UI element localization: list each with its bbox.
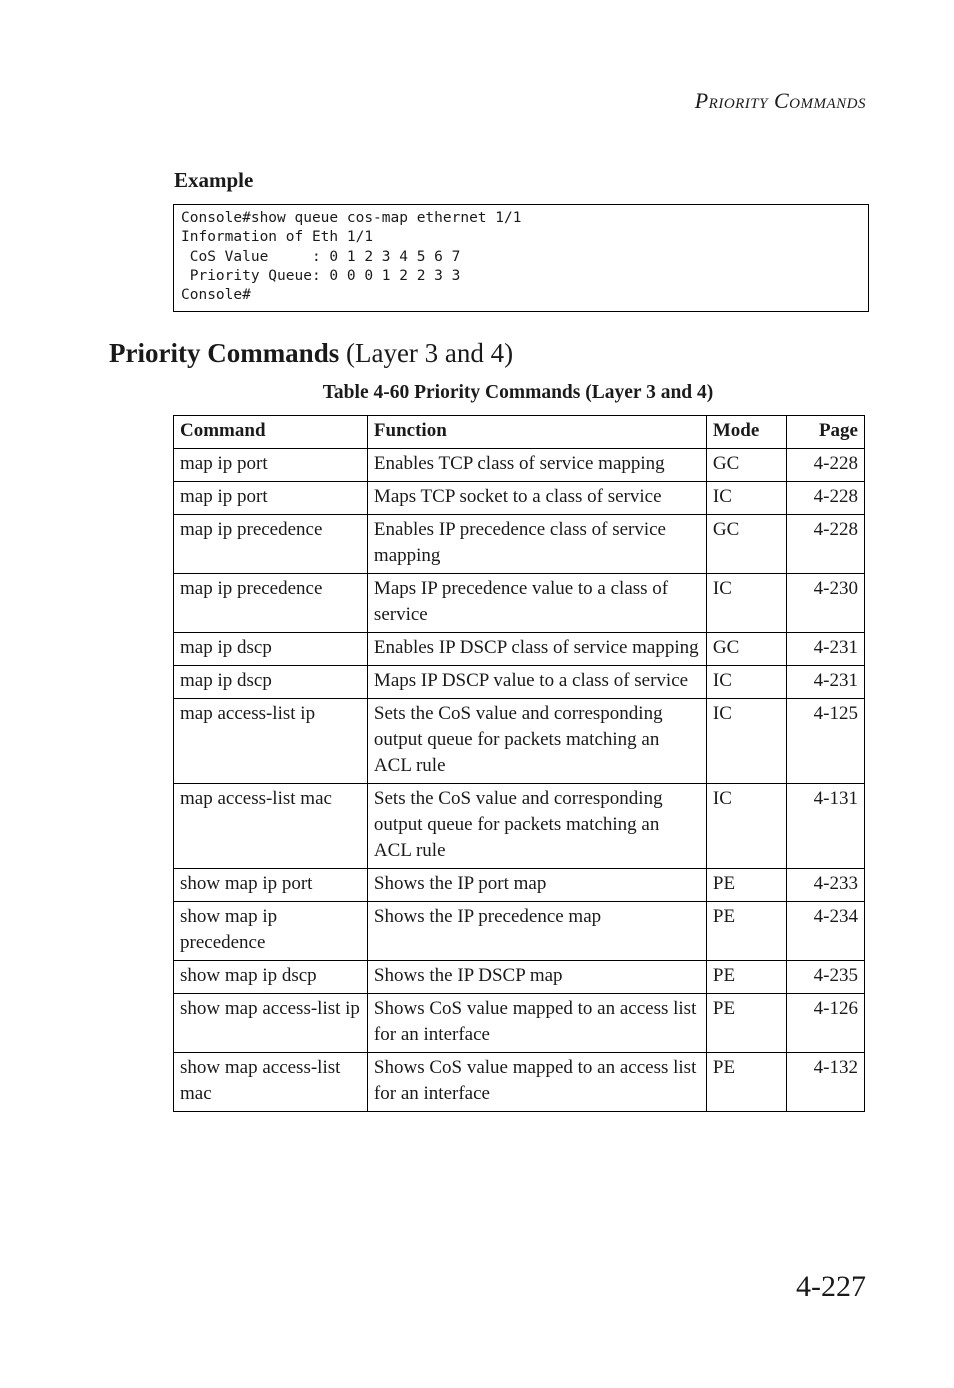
cell-function: Maps IP DSCP value to a class of service [367, 666, 706, 699]
cell-page: 4-132 [786, 1053, 864, 1112]
table-row [174, 902, 865, 961]
cell-page: 4-228 [786, 515, 864, 574]
cell-command: show map access-list mac [174, 1053, 368, 1112]
cell-page: 4-125 [786, 699, 864, 784]
table-row [174, 633, 865, 666]
cell-mode: GC [706, 515, 786, 574]
cell-mode: PE [706, 961, 786, 994]
header-command: Command [174, 416, 368, 449]
cell-function: Maps TCP socket to a class of service [367, 482, 706, 515]
cell-page: 4-228 [786, 482, 864, 515]
cell-page: 4-126 [786, 994, 864, 1053]
cell-page: 4-234 [786, 902, 864, 961]
cell-command: map ip port [174, 482, 368, 515]
cell-function: Enables TCP class of service mapping [367, 449, 706, 482]
cell-function: Shows the IP precedence map [367, 902, 706, 961]
cell-command: show map ip port [174, 869, 368, 902]
code-line: Console#show queue cos-map ethernet 1/1 [181, 210, 522, 226]
code-line: Priority Queue: 0 0 0 1 2 2 3 3 [181, 267, 461, 284]
section-title-bold: Priority Commands [109, 338, 340, 368]
table-row [174, 869, 865, 902]
cell-page: 4-131 [786, 784, 864, 869]
cell-function: Sets the CoS value and corresponding output queue for packets matching an ACL rule [367, 699, 706, 784]
cell-command: map ip port [174, 449, 368, 482]
cell-command: map ip dscp [174, 633, 368, 666]
cell-mode: GC [706, 449, 786, 482]
cell-page: 4-231 [786, 666, 864, 699]
cell-page: 4-230 [786, 574, 864, 633]
cell-function: Enables IP DSCP class of service mapping [367, 633, 706, 666]
cell-mode: PE [706, 994, 786, 1053]
table-row [174, 574, 865, 633]
cell-command: show map ip precedence [174, 902, 368, 961]
cell-page: 4-228 [786, 449, 864, 482]
code-line: Information of Eth 1/1 [181, 229, 374, 246]
header-mode: Mode [706, 416, 786, 449]
cell-function: Maps IP precedence value to a class of service [367, 574, 706, 633]
table-row [174, 961, 865, 994]
page-number: 4-227 [796, 1270, 866, 1303]
header-function: Function [367, 416, 706, 449]
cell-function: Sets the CoS value and corresponding output queue for packets matching an ACL rule [367, 784, 706, 869]
cell-mode: PE [706, 869, 786, 902]
header-page: Page [786, 416, 864, 449]
cell-mode: PE [706, 902, 786, 961]
cell-mode: IC [706, 574, 786, 633]
code-line: CoS Value : 0 1 2 3 4 5 6 7 [181, 248, 461, 265]
cell-command: map ip dscp [174, 666, 368, 699]
cell-function: Shows CoS value mapped to an access list for an interface [367, 994, 706, 1053]
cell-mode: IC [706, 482, 786, 515]
cell-mode: IC [706, 784, 786, 869]
table-row [174, 784, 865, 869]
code-line: Console# [181, 287, 251, 304]
table-row [174, 482, 865, 515]
table-row [174, 699, 865, 784]
example-heading: Example [174, 168, 254, 192]
section-title-rest: (Layer 3 and 4) [339, 338, 514, 368]
cell-page: 4-231 [786, 633, 864, 666]
cell-function: Shows the IP DSCP map [367, 961, 706, 994]
running-header: Priority Commands [694, 88, 866, 113]
table-caption: Table 4-60 Priority Commands (Layer 3 and 4) [322, 382, 714, 403]
table-row [174, 994, 865, 1053]
table-row [174, 449, 865, 482]
cell-command: map ip precedence [174, 574, 368, 633]
cell-command: show map access-list ip [174, 994, 368, 1053]
table-row [174, 666, 865, 699]
cell-command: show map ip dscp [174, 961, 368, 994]
cell-function: Shows the IP port map [367, 869, 706, 902]
cell-command: map access-list mac [174, 784, 368, 869]
cell-mode: GC [706, 633, 786, 666]
table-row [174, 515, 865, 574]
cell-function: Shows CoS value mapped to an access list for an interface [367, 1053, 706, 1112]
cell-mode: IC [706, 666, 786, 699]
cell-page: 4-235 [786, 961, 864, 994]
cell-command: map access-list ip [174, 699, 368, 784]
section-title [109, 338, 513, 369]
priority-commands-table [173, 415, 865, 1112]
cell-mode: PE [706, 1053, 786, 1112]
cell-command: map ip precedence [174, 515, 368, 574]
code-example-box [173, 204, 869, 312]
table-row [174, 1053, 865, 1112]
table-header-row [174, 416, 865, 449]
cell-mode: IC [706, 699, 786, 784]
cell-function: Enables IP precedence class of service mapping [367, 515, 706, 574]
cell-page: 4-233 [786, 869, 864, 902]
